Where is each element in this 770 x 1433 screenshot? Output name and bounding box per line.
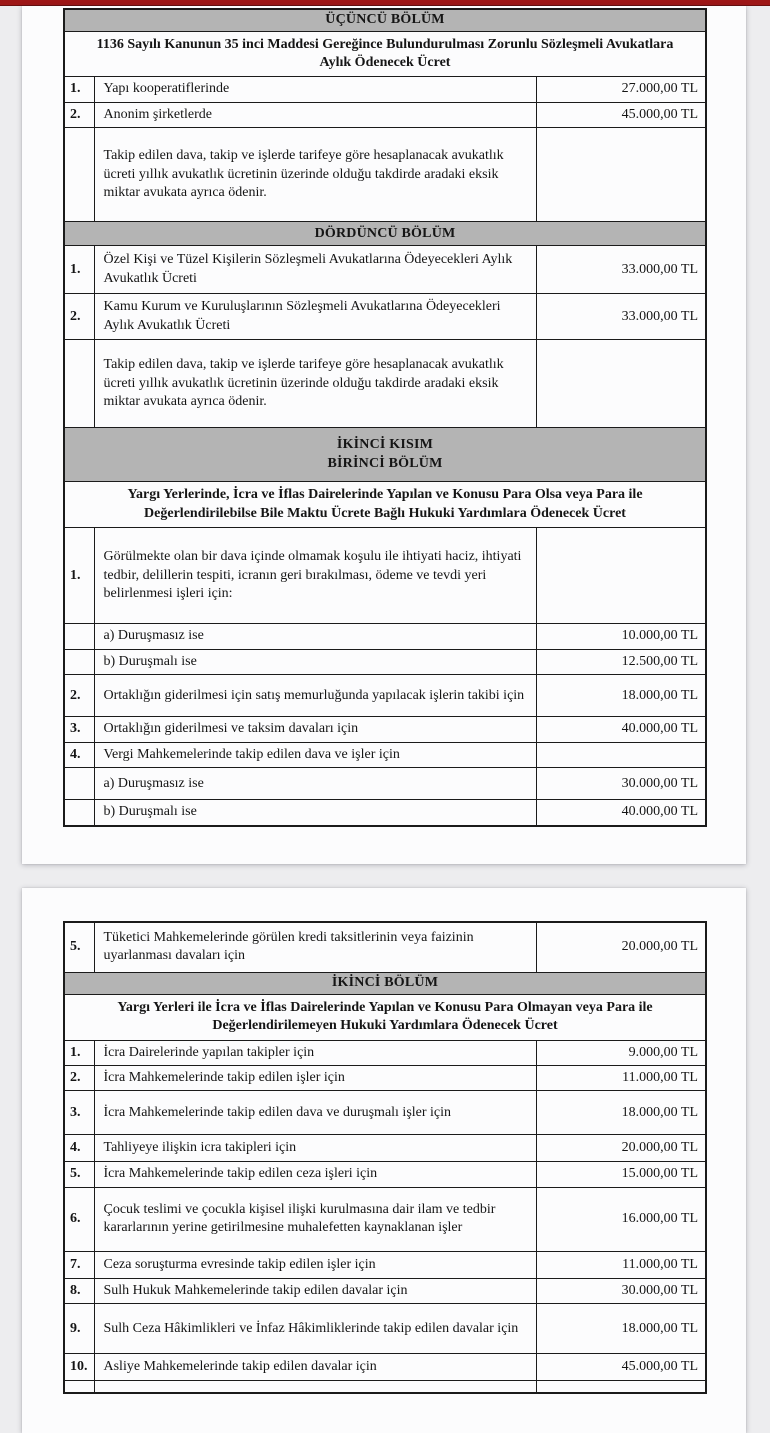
row-number: 7. — [64, 1251, 94, 1278]
row-description: İcra Dairelerinde yapılan takipler için — [94, 1040, 536, 1065]
row-number — [64, 624, 94, 649]
row-description: Kamu Kurum ve Kuruluşlarının Sözleşmeli Avukatlarına Ödeyecekleri Aylık Avukatlık Ücreti — [94, 294, 536, 340]
row-fee: 16.000,00 TL — [536, 1187, 706, 1251]
table-row — [64, 675, 706, 717]
row-description — [94, 1381, 536, 1393]
table-row — [64, 528, 706, 624]
row-number: 2. — [64, 1065, 94, 1090]
row-fee — [536, 528, 706, 624]
row-fee: 18.000,00 TL — [536, 1091, 706, 1135]
row-description: Özel Kişi ve Tüzel Kişilerin Sözleşmeli Avukatlarına Ödeyecekleri Aylık Avukatlık Ücreti — [94, 246, 536, 294]
section-title-row — [64, 482, 706, 528]
row-number: 3. — [64, 1091, 94, 1135]
table-subrow — [64, 624, 706, 649]
tariff-table-page2 — [63, 921, 707, 1394]
row-number: 1. — [64, 77, 94, 102]
table-row — [64, 717, 706, 742]
row-description: Tahliyeye ilişkin icra takipleri için — [94, 1135, 536, 1162]
row-description: Asliye Mahkemelerinde takip edilen davalar için — [94, 1354, 536, 1381]
section-title: 1136 Sayılı Kanunun 35 inci Maddesi Gereğince Bulundurulması Zorunlu Sözleşmeli Avukatlara Aylık Ödenecek Ücret — [64, 31, 706, 77]
row-number — [64, 649, 94, 674]
row-number — [64, 128, 94, 222]
row-fee: 18.000,00 TL — [536, 1304, 706, 1354]
row-fee: 30.000,00 TL — [536, 768, 706, 800]
row-description: Ortaklığın giderilmesi ve taksim davaları için — [94, 717, 536, 742]
row-number: 1. — [64, 246, 94, 294]
row-description: Vergi Mahkemelerinde takip edilen dava ve işler için — [94, 742, 536, 767]
table-row — [64, 922, 706, 972]
row-description: Çocuk teslimi ve çocukla kişisel ilişki kurulmasına dair ilam ve tedbir kararlarının yerine getirilmesine muhalefetten kaynaklanan işler — [94, 1187, 536, 1251]
row-number: 10. — [64, 1354, 94, 1381]
row-number: 4. — [64, 742, 94, 767]
table-row — [64, 1187, 706, 1251]
row-number: 5. — [64, 1162, 94, 1187]
row-number — [64, 340, 94, 428]
row-fee: 11.000,00 TL — [536, 1251, 706, 1278]
table-subrow — [64, 800, 706, 826]
table-row — [64, 1304, 706, 1354]
row-fee: 20.000,00 TL — [536, 1135, 706, 1162]
row-description: Tüketici Mahkemelerinde görülen kredi taksitlerinin veya faizinin uyarlanması davaları için — [94, 922, 536, 972]
page-gap — [0, 864, 770, 888]
row-number — [64, 1381, 94, 1393]
table-row — [64, 1251, 706, 1278]
row-fee: 27.000,00 TL — [536, 77, 706, 102]
table-row — [64, 742, 706, 767]
document-page-2 — [22, 888, 746, 1433]
section-header-row — [64, 428, 706, 482]
section-header — [64, 428, 706, 482]
row-fee: 45.000,00 TL — [536, 1354, 706, 1381]
row-fee: 33.000,00 TL — [536, 246, 706, 294]
row-number: 1. — [64, 1040, 94, 1065]
row-description: b) Duruşmalı ise — [94, 800, 536, 826]
row-number: 1. — [64, 528, 94, 624]
section-header: ÜÇÜNCÜ BÖLÜM — [64, 9, 706, 31]
row-number: 4. — [64, 1135, 94, 1162]
row-fee: 18.000,00 TL — [536, 675, 706, 717]
row-fee: 20.000,00 TL — [536, 922, 706, 972]
section-title: Yargı Yerlerinde, İcra ve İflas Dairelerinde Yapılan ve Konusu Para Olsa veya Para ile Değerlendirilebilse Bile Maktu Ücrete Bağlı Hukuki Yardımlara Ödenecek Ücret — [64, 482, 706, 528]
table-row — [64, 1091, 706, 1135]
row-description: Sulh Hukuk Mahkemelerinde takip edilen davalar için — [94, 1278, 536, 1303]
table-row — [64, 1040, 706, 1065]
row-fee: 30.000,00 TL — [536, 1278, 706, 1303]
section-title: Yargı Yerleri ile İcra ve İflas Dairelerinde Yapılan ve Konusu Para Olmayan veya Para ile Değerlendirilemeyen Hukuki Yardımlara Ödenecek Ücret — [64, 994, 706, 1040]
table-row-partial — [64, 1381, 706, 1393]
row-description: Ceza soruşturma evresinde takip edilen işler için — [94, 1251, 536, 1278]
row-description: İcra Mahkemelerinde takip edilen ceza işleri için — [94, 1162, 536, 1187]
table-row — [64, 246, 706, 294]
section-title-row — [64, 994, 706, 1040]
table-row — [64, 1162, 706, 1187]
row-description: a) Duruşmasız ise — [94, 768, 536, 800]
section-header-row — [64, 222, 706, 246]
part-header-line1: İKİNCİ KISIM — [336, 437, 434, 453]
row-number: 2. — [64, 102, 94, 127]
row-number — [64, 768, 94, 800]
tariff-table-page1 — [63, 8, 707, 827]
row-fee — [536, 742, 706, 767]
row-fee: 9.000,00 TL — [536, 1040, 706, 1065]
table-subrow — [64, 649, 706, 674]
row-description: Sulh Ceza Hâkimlikleri ve İnfaz Hâkimliklerinde takip edilen davalar için — [94, 1304, 536, 1354]
table-note-row — [64, 340, 706, 428]
table-row — [64, 1354, 706, 1381]
row-description: Görülmekte olan bir dava içinde olmamak koşulu ile ihtiyati haciz, ihtiyati tedbir, delillerin tespiti, icranın geri bırakılması, ödeme ve tevdi yeri belirlenmesi işleri için: — [94, 528, 536, 624]
table-subrow — [64, 768, 706, 800]
row-number: 2. — [64, 294, 94, 340]
table-row — [64, 77, 706, 102]
row-fee: 11.000,00 TL — [536, 1065, 706, 1090]
section-header: DÖRDÜNCÜ BÖLÜM — [64, 222, 706, 246]
row-fee: 12.500,00 TL — [536, 649, 706, 674]
row-description: Takip edilen dava, takip ve işlerde tarifeye göre hesaplanacak avukatlık ücreti yıllık avukatlık ücretinin üzerinde olduğu takdirde aradaki eksik miktar avukata ayrıca ödenir. — [94, 340, 536, 428]
row-number: 2. — [64, 675, 94, 717]
row-description: a) Duruşmasız ise — [94, 624, 536, 649]
row-description: Anonim şirketlerde — [94, 102, 536, 127]
row-number: 5. — [64, 922, 94, 972]
row-description: Takip edilen dava, takip ve işlerde tarifeye göre hesaplanacak avukatlık ücreti yıllık avukatlık ücretinin üzerinde olduğu takdirde aradaki eksik miktar avukata ayrıca ödenir. — [94, 128, 536, 222]
table-row — [64, 294, 706, 340]
row-description: İcra Mahkemelerinde takip edilen işler için — [94, 1065, 536, 1090]
row-number — [64, 800, 94, 826]
row-fee: 33.000,00 TL — [536, 294, 706, 340]
table-row — [64, 1278, 706, 1303]
row-description: Yapı kooperatiflerinde — [94, 77, 536, 102]
section-header: İKİNCİ BÖLÜM — [64, 972, 706, 994]
row-fee: 15.000,00 TL — [536, 1162, 706, 1187]
section-header-row — [64, 9, 706, 31]
row-fee: 40.000,00 TL — [536, 800, 706, 826]
table-row — [64, 1135, 706, 1162]
document-page-1 — [22, 6, 746, 864]
table-note-row — [64, 128, 706, 222]
row-fee — [536, 340, 706, 428]
row-fee — [536, 1381, 706, 1393]
section-header-row — [64, 972, 706, 994]
row-number: 8. — [64, 1278, 94, 1303]
row-fee — [536, 128, 706, 222]
row-fee: 10.000,00 TL — [536, 624, 706, 649]
part-header-line2: BİRİNCİ BÖLÜM — [327, 455, 443, 471]
row-description: b) Duruşmalı ise — [94, 649, 536, 674]
row-number: 6. — [64, 1187, 94, 1251]
row-description: Ortaklığın giderilmesi için satış memurluğunda yapılacak işlerin takibi için — [94, 675, 536, 717]
section-title-row — [64, 31, 706, 77]
table-row — [64, 102, 706, 127]
row-number: 3. — [64, 717, 94, 742]
table-row — [64, 1065, 706, 1090]
row-description: İcra Mahkemelerinde takip edilen dava ve duruşmalı işler için — [94, 1091, 536, 1135]
row-fee: 45.000,00 TL — [536, 102, 706, 127]
row-fee: 40.000,00 TL — [536, 717, 706, 742]
row-number: 9. — [64, 1304, 94, 1354]
